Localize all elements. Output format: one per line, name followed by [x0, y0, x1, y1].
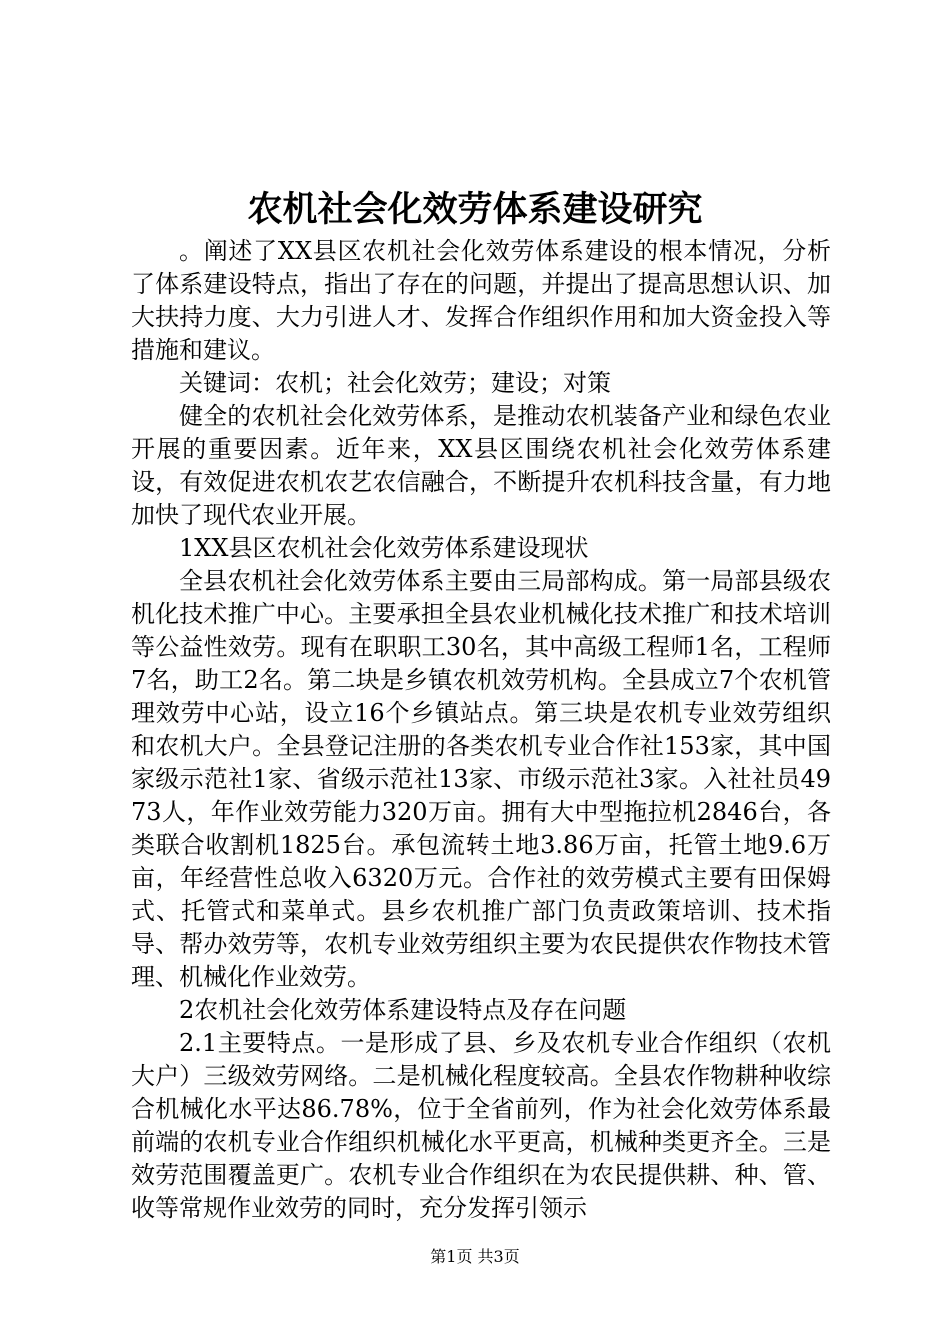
- document-title: 农机社会化效劳体系建设研究: [247, 189, 703, 230]
- abstract-paragraph: 。阐述了XX县区农机社会化效劳体系建设的根本情况，分析了体系建设特点，指出了存在的问题，并提出了提高思想认识、加大扶持力度、大力引进人才、发挥合作组织作用和加大资金投入等措施和建议。: [131, 237, 831, 364]
- keywords-paragraph: 关键词：农机；社会化效劳；建设；对策: [179, 369, 611, 397]
- status-paragraph: 全县农机社会化效劳体系主要由三局部构成。第一局部县级农机化技术推广中心。主要承担全县农业机械化技术推广和技术培训等公益性效劳。现有在职职工30名，其中高级工程师1名，工程师7名，助工2名。第二块是乡镇农机效劳机构。全县成立7个农机管理效劳中心站，设立16个乡镇站点。第三块是农机专业效劳组织和农机大户。全县登记注册的各类农机专业合作社153家，其中国家级示范社1家、省级示范社13家、市级示范社3家。入社社员4973人，年作业效劳能力320万亩。拥有大中型拖拉机2846台，各类联合收割机1825台。承包流转土地3.86万亩，托管土地9.6万亩，年经营性总收入6320万元。合作社的效劳模式主要有田保姆式、托管式和菜单式。县乡农机推广部门负责政策培训、技术指导、帮办效劳等，农机专业效劳组织主要为农民提供农作物技术管理、机械化作业效劳。: [131, 567, 831, 991]
- document-body: [131, 235, 831, 1225]
- section-heading-2: 2农机社会化效劳体系建设特点及存在问题: [179, 996, 627, 1024]
- features-paragraph: 2.1主要特点。一是形成了县、乡及农机专业合作组织（农机大户）三级效劳网络。二是机械化程度较高。全县农作物耕种收综合机械化水平达86.78%，位于全省前列，作为社会化效劳体系最前端的农机专业合作组织机械化水平更高，机械种类更齐全。三是效劳范围覆盖更广。农机专业合作组织在为农民提供耕、种、管、收等常规作业效劳的同时，充分发挥引领示: [131, 1029, 831, 1222]
- page-footer: 第1页 共3页: [430, 1247, 520, 1266]
- section-heading-1: 1XX县区农机社会化效劳体系建设现状: [179, 534, 589, 562]
- intro-paragraph: 健全的农机社会化效劳体系，是推动农机装备产业和绿色农业开展的重要因素。近年来，XX县区围绕农机社会化效劳体系建设，有效促进农机农艺农信融合，不断提升农机科技含量，有力地加快了现代农业开展。: [131, 402, 831, 529]
